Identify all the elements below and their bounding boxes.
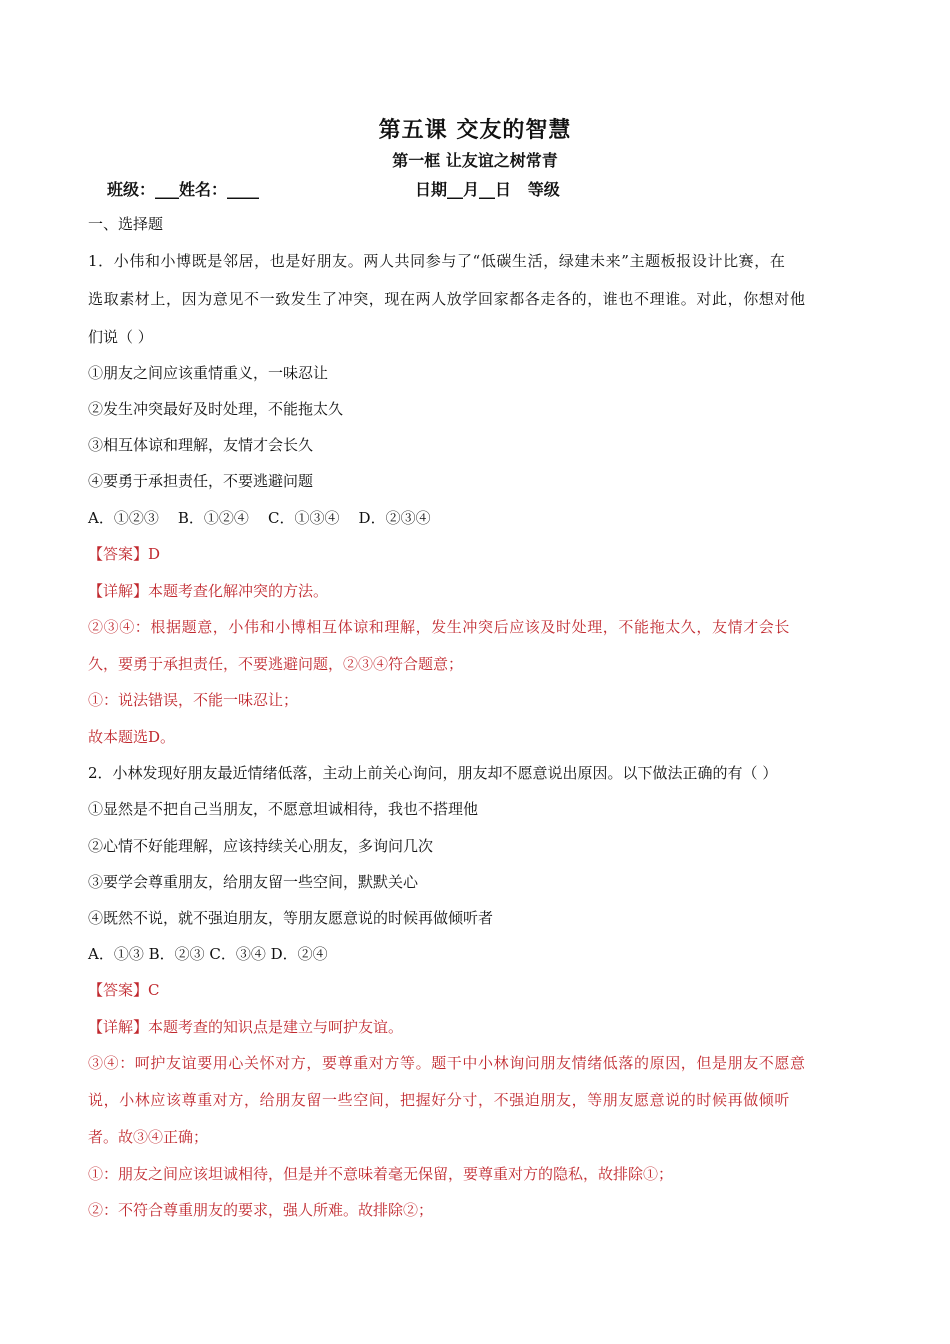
q1-explanation: ①：说法错误，不能一味忍让； <box>88 691 299 709</box>
q1-item: ③相互体谅和理解，友情才会长久 <box>88 436 314 454</box>
q2-stem-line: 2．小林发现好朋友最近情绪低落，主动上前关心询问，朋友却不愿意说出原因。以下做法正确的有（ ） <box>88 764 778 782</box>
q2-explanation: 【详解】本题考查的知识点是建立与呵护友谊。 <box>88 1018 404 1036</box>
q1-explanation: 久，要勇于承担责任，不要逃避问题，②③④符合题意； <box>88 655 464 673</box>
q1-stem-line: 选取素材上，因为意见不一致发生了冲突，现在两人放学回家都各走各的，谁也不理谁。对此，你想对他 <box>88 290 806 308</box>
q1-options: A．①②③ B．①②④ C．①③④ D．②③④ <box>88 509 431 527</box>
q2-explanation: 说，小林应该尊重对方，给朋友留一些空间，把握好分寸，不强迫朋友，等朋友愿意说的时候再做倾听 <box>88 1091 791 1109</box>
q1-stem-line: 1．小伟和小博既是邻居，也是好朋友。两人共同参与了“低碳生活，绿建未来”主题板报设计比赛，在 <box>88 252 786 270</box>
q2-explanation: ②：不符合尊重朋友的要求，强人所难。故排除②； <box>88 1201 434 1219</box>
q1-answer: 【答案】D <box>88 545 161 563</box>
q2-item: ①显然是不把自己当朋友，不愿意坦诚相待，我也不搭理他 <box>88 800 479 818</box>
q1-item: ②发生冲突最好及时处理，不能拖太久 <box>88 400 344 418</box>
q1-item: ④要勇于承担责任，不要逃避问题 <box>88 472 314 490</box>
q1-explanation: 故本题选D。 <box>88 728 176 746</box>
q2-item: ②心情不好能理解，应该持续关心朋友，多询问几次 <box>88 837 434 855</box>
q2-options: A．①③ B．②③ C．③④ D．②④ <box>88 945 328 963</box>
lesson-subtitle: 第一框 让友谊之树常青 <box>392 151 558 170</box>
q2-explanation: ③④：呵护友谊要用心关怀对方，要尊重对方等。题干中小林询问朋友情绪低落的原因，但是朋友不愿意 <box>88 1054 806 1072</box>
section-heading: 一、选择题 <box>88 215 164 233</box>
q2-answer: 【答案】C <box>88 981 160 999</box>
q1-stem-line: 们说（ ） <box>88 328 153 346</box>
q2-item: ④既然不说，就不强迫朋友，等朋友愿意说的时候再做倾听者 <box>88 909 494 927</box>
q2-item: ③要学会尊重朋友，给朋友留一些空间，默默关心 <box>88 873 419 891</box>
q2-explanation: 者。故③④正确； <box>88 1128 209 1146</box>
date-grade-field: 日期__月__日 等级 <box>415 180 560 199</box>
class-name-field: 班级：___姓名：____ <box>107 180 260 199</box>
q1-explanation: 【详解】本题考查化解冲突的方法。 <box>88 582 329 600</box>
q1-item: ①朋友之间应该重情重义，一味忍让 <box>88 364 329 382</box>
q1-explanation: ②③④：根据题意，小伟和小博相互体谅和理解，发生冲突后应该及时处理，不能拖太久，友情才会长 <box>88 618 791 636</box>
lesson-title: 第五课 交友的智慧 <box>378 117 572 143</box>
q2-explanation: ①：朋友之间应该坦诚相待，但是并不意味着毫无保留，要尊重对方的隐私，故排除①； <box>88 1165 674 1183</box>
